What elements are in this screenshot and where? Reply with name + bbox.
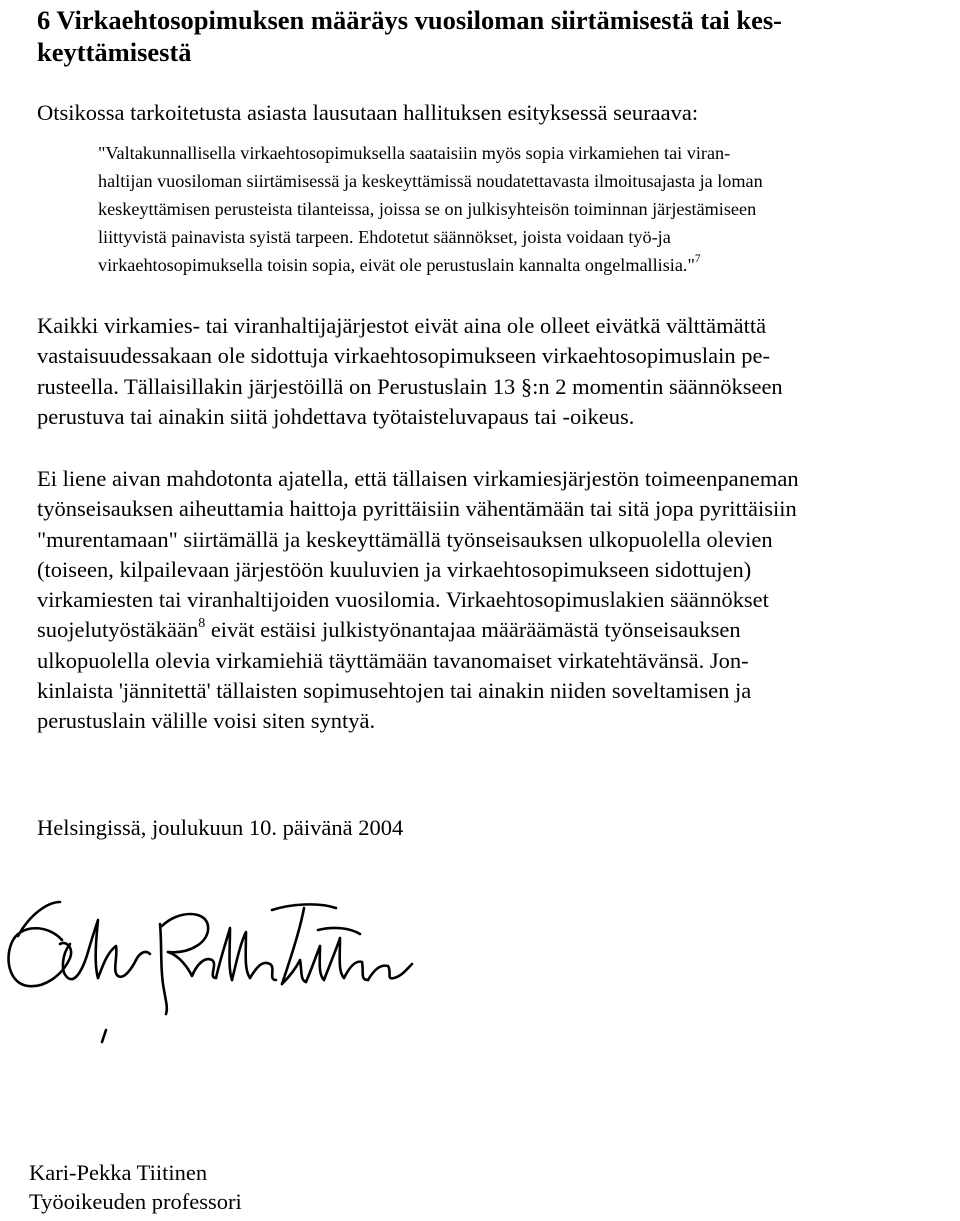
paragraph-line: perustuva tai ainakin siitä johdettava työtaisteluvapaus tai -oikeus. [37, 403, 635, 429]
quote-line-text: virkaehtosopimuksella toisin sopia, eivät ole perustuslain kannalta ongelmallisia." [98, 255, 695, 275]
paragraph-line: ulkopuolella olevia virkamiehiä täyttämään tavanomaiset virkatehtävänsä. Jon- [37, 647, 749, 673]
paragraph-1 [37, 311, 957, 432]
heading-line-2: keyttämisestä [37, 37, 192, 67]
paragraph-line: vastaisuudessakaan ole sidottuja virkaehtosopimukseen virkaehtosopimuslain pe- [37, 343, 770, 369]
paragraph-line: työnseisauksen aiheuttamia haittoja pyrittäisiin vähentämään tai sitä jopa pyrittäisiin [37, 496, 797, 522]
quote-line [98, 251, 958, 279]
paragraph-line: Kaikki virkamies- tai viranhaltijajärjestot eivät aina ole olleet eivätkä välttämättä [37, 313, 767, 338]
paragraph-line: "murentamaan" siirtämällä ja keskeyttämällä työnseisauksen ulkopuolella olevien [37, 526, 773, 552]
quote-line: haltijan vuosiloman siirtämisessä ja keskeyttämissä noudatettavasta ilmoitusajasta ja loman [98, 171, 763, 191]
intro-text: Otsikossa tarkoitetusta asiasta lausutaan hallituksen esityksessä seuraava: [37, 100, 699, 125]
signatory-title: Työoikeuden professori [29, 1189, 242, 1214]
paragraph-line: perustuslain välille voisi siten syntyä. [37, 708, 376, 734]
paragraph-line [37, 615, 957, 645]
footnote-marker: 7 [694, 253, 701, 266]
handwritten-signature [0, 880, 420, 1050]
heading-line-1: 6 Virkaehtosopimuksen määräys vuosiloman siirtämisestä tai kes- [37, 5, 782, 35]
quote-line: liittyvistä painavista syistä tarpeen. Ehdotetut säännökset, joista voidaan työ-ja [98, 227, 671, 247]
paragraph-line: rusteella. Tällaisillakin järjestöillä on Perustuslain 13 §:n 2 momentin säännökseen [37, 373, 783, 399]
footnote-marker: 8 [198, 615, 206, 631]
quote-line: keskeyttämisen perusteista tilanteissa, joissa se on julkisyhteisön toiminnan järjestämiseen [98, 199, 757, 219]
paragraph-line: (toiseen, kilpailevaan järjestöön kuuluvien ja virkaehtosopimukseen sidottujen) [37, 556, 752, 582]
government-proposal-quote [98, 139, 958, 279]
paragraph-line-text: suojelutyöstäkään [37, 617, 199, 643]
signatory-name: Kari-Pekka Tiitinen [29, 1160, 208, 1185]
paragraph-line: kinlaista 'jännitettä' tällaisten sopimusehtojen tai ainakin niiden soveltamisen ja [37, 678, 752, 704]
paragraph-line: virkamiesten tai viranhaltijoiden vuosilomia. Virkaehtosopimuslakien säännökset [37, 587, 769, 613]
place-and-date: Helsingissä, joulukuun 10. päivänä 2004 [37, 815, 404, 840]
quote-line: "Valtakunnallisella virkaehtosopimuksella saataisiin myös sopia virkamiehen tai viran- [98, 143, 731, 163]
section-heading [37, 4, 937, 68]
paragraph-line: Ei liene aivan mahdotonta ajatella, että tällaisen virkamiesjärjestön toimeenpaneman [37, 466, 799, 491]
paragraph-2 [37, 464, 957, 737]
paragraph-line-text: eivät estäisi julkistyönantajaa määräämästä työnseisauksen [205, 617, 741, 643]
